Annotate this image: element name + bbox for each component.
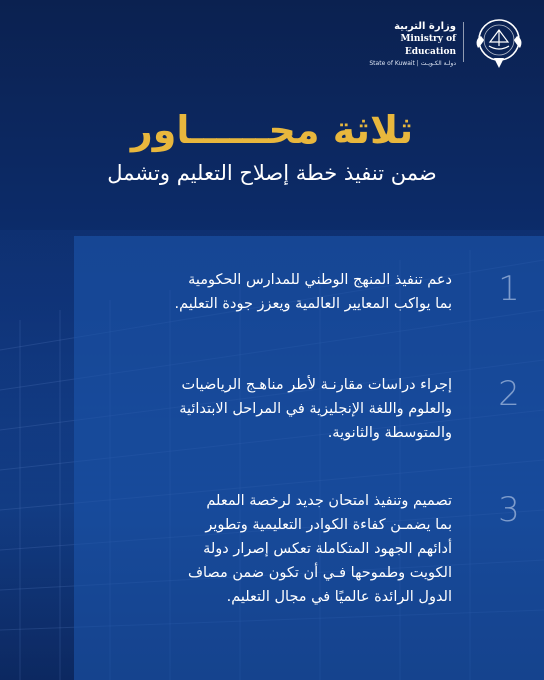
state-line: State of Kuwait | دولـة الكـويـت <box>369 60 456 67</box>
pillar-number: 2 <box>498 374 520 414</box>
pillar-number: 3 <box>498 490 520 530</box>
kuwait-emblem-icon <box>472 14 526 70</box>
ministry-name-english: Ministry of Education <box>400 34 456 57</box>
logo-divider <box>463 22 464 62</box>
pillar-text: إجراء دراسات مقارنـة لأطر مناهـج الرياضيات والعلوم واللغة الإنجليزية في المراحل الابتدائية والمتوسطة والثانوية. <box>179 377 452 441</box>
ministry-logo <box>366 14 526 70</box>
subheadline: ضمن تنفيذ خطة إصلاح التعليم وتشمل <box>107 161 437 185</box>
pillar-text: تصميم وتنفيذ امتحان جديد لرخصة المعلم بما يضمـن كفاءة الكوادر التعليمية وتطوير أدائهم الجهود المتكاملة تعكس إصرار دولة الكويت وطموحها فـي أن تكون ضمن مصاف الدول الرائدة عالميًا في مجال التعليم. <box>187 493 452 605</box>
headline: ثلاثة محــــــاور <box>130 108 414 152</box>
ministry-name-arabic: وزارة التربية <box>394 21 456 32</box>
pillar-number: 1 <box>498 269 520 309</box>
logo-text <box>366 20 456 69</box>
pillar-text: دعم تنفيذ المنهج الوطني للمدارس الحكومية بما يواكب المعايير العالمية ويعزز جودة التعليم. <box>174 272 452 312</box>
